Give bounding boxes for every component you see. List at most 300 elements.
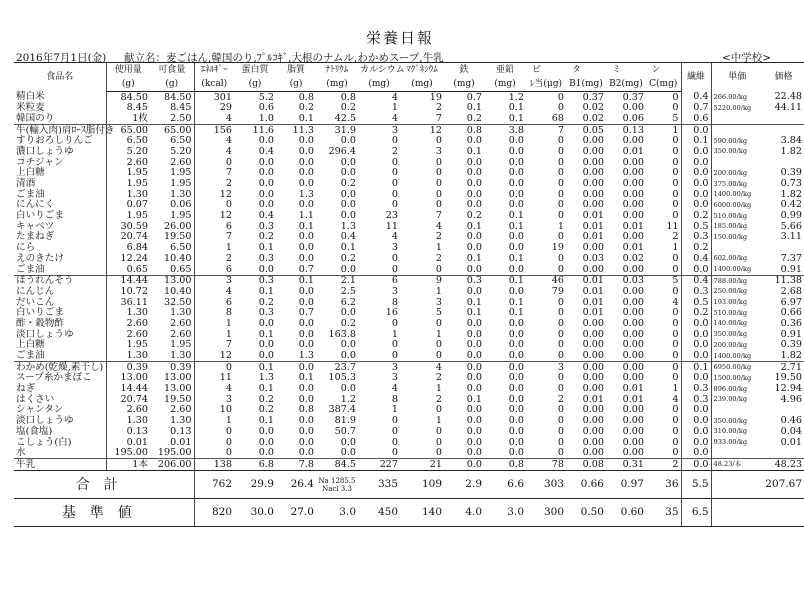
cell-vit-b1: 0.01	[582, 220, 604, 232]
cell-price: 0.66	[780, 307, 803, 319]
cell-sodium: 84.5	[316, 459, 358, 471]
cell-zinc: 0.0	[508, 145, 524, 157]
cell-vit-b2: 0.00	[622, 167, 644, 179]
cell-vit-b1: 0.00	[582, 178, 604, 190]
cell-energy: 0	[194, 200, 234, 211]
cell-fiber: 0.3	[681, 384, 711, 395]
cell-vit-a: 68	[551, 112, 564, 124]
cell-sodium: 42.5	[334, 112, 356, 124]
table-row	[14, 253, 804, 264]
cell-food-name: 上白糖	[16, 339, 45, 351]
standard-label: 基準値	[14, 499, 194, 527]
cell-vit-b2: 0.00	[622, 178, 644, 190]
col-price: 価格	[763, 63, 804, 92]
cell-use-qty: 1.30	[106, 416, 150, 427]
cell-price: 4.96	[780, 393, 803, 405]
cell-fiber: 0.0	[681, 146, 711, 157]
cell-vit-a: 0	[557, 404, 564, 416]
cell-iron: 0.0	[466, 350, 482, 362]
cell-price: 0.91	[780, 328, 803, 340]
cell-vit-b2: 0.00	[622, 317, 644, 329]
cell-unit-price: 350.00/kg	[711, 329, 763, 340]
cell-vit-b1: 0.01	[582, 285, 604, 297]
cell-fiber: 0.0	[681, 318, 711, 329]
cell-vit-a: 0	[557, 135, 564, 147]
cell-edible-qty: 2.60	[170, 328, 192, 340]
cell-energy: 4	[194, 384, 234, 395]
cell-use-qty: 195.00	[106, 448, 150, 459]
cell-sodium: 0.1	[340, 242, 356, 254]
cell-unit-price: 6950.00/kg	[711, 362, 763, 373]
cell-calcium: 0	[391, 350, 398, 362]
cell-vit-b2: 0.00	[622, 199, 644, 211]
cell-food-name: 白いりごま	[16, 307, 64, 319]
totals-row	[14, 471, 804, 499]
cell-fiber: 0.0	[681, 426, 711, 437]
cell-protein: 1.3	[258, 372, 274, 384]
cell-price	[763, 113, 804, 124]
cell-use-qty: 0.65	[106, 264, 150, 275]
cell-fat: 11.3	[276, 125, 316, 136]
cell-sodium: 0.2	[340, 252, 356, 264]
cell-unit-price	[711, 157, 763, 168]
cell-protein: 0.6	[258, 102, 274, 114]
cell-vit-b2: 0.00	[622, 415, 644, 427]
cell-energy: 4	[194, 113, 234, 124]
cell-fiber: 0.0	[681, 405, 711, 416]
cell-vit-c: 0	[672, 135, 679, 147]
cell-vit-a: 19	[551, 242, 564, 254]
cell-vit-b1: 0.00	[582, 339, 604, 351]
cell-protein: 0.0	[258, 263, 274, 275]
cell-fat: 0.0	[276, 362, 316, 373]
cell-iron: 0.1	[466, 393, 482, 405]
cell-sodium: 0.0	[340, 436, 356, 448]
cell-iron: 0.2	[466, 210, 482, 222]
cell-iron: 0.0	[444, 459, 484, 471]
cell-energy: 0	[194, 448, 234, 459]
unit-use-qty: (g)	[106, 77, 150, 92]
cell-use-qty: 20.74	[106, 232, 150, 243]
cell-magnesium: 0	[435, 425, 442, 437]
table-row	[14, 92, 804, 103]
cell-food-name: 韓国のり	[16, 112, 55, 124]
cell-edible-qty: 13.00	[164, 372, 192, 384]
cell-fat: 0.0	[298, 199, 314, 211]
cell-price: 5.66	[780, 220, 803, 232]
cell-magnesium: 0	[435, 436, 442, 448]
cell-fiber: 0.0	[681, 416, 711, 427]
cell-energy: 0	[194, 157, 234, 168]
cell-vit-a: 0	[557, 102, 564, 114]
cell-fat: 0.0	[298, 178, 314, 190]
cell-vit-a: 0	[557, 252, 564, 264]
cell-vit-c: 1	[672, 383, 679, 395]
total-vit-b2: 0.97	[606, 471, 646, 499]
std-zinc: 3.0	[484, 499, 526, 527]
cell-use-qty: 6.84	[106, 243, 150, 254]
cell-vit-b1: 0.01	[566, 275, 606, 286]
table-row	[14, 373, 804, 384]
cell-vit-a: 78	[526, 459, 566, 471]
cell-food-name: スープ糸かまぼこ	[16, 372, 92, 384]
cell-fiber: 0.1	[681, 136, 711, 147]
cell-use-qty: 65.00	[106, 125, 150, 136]
std-vit-a: 300	[526, 499, 566, 527]
cell-price	[763, 448, 804, 459]
cell-energy: 12	[194, 351, 234, 362]
cell-food-name: わかめ(乾燥,素干し)	[14, 362, 106, 373]
std-unit-price-blank	[711, 499, 763, 527]
table-row	[14, 459, 804, 471]
cell-vit-c: 0	[672, 199, 679, 211]
cell-unit-price: 375.00/kg	[711, 179, 763, 190]
cell-calcium: 4	[391, 91, 398, 103]
cell-food-name: シャンタン	[16, 404, 64, 416]
cell-vit-a: 2	[557, 393, 564, 405]
cell-zinc: 0.1	[484, 275, 526, 286]
total-fiber: 5.5	[681, 471, 711, 499]
cell-price: 12.94	[774, 383, 803, 395]
cell-fiber: 0.0	[681, 168, 711, 179]
cell-magnesium: 2	[435, 393, 442, 405]
cell-fat: 0.0	[298, 447, 314, 459]
cell-vit-b1: 0.03	[582, 252, 604, 264]
cell-iron: 0.0	[466, 135, 482, 147]
cell-unit-price: 239.00/kg	[711, 394, 763, 405]
cell-price: 2.71	[763, 362, 804, 373]
cell-edible-qty: 2.60	[170, 404, 192, 416]
cell-iron: 0.1	[466, 220, 482, 232]
cell-zinc: 0.1	[508, 220, 524, 232]
cell-vit-b2: 0.13	[606, 125, 646, 136]
std-price-blank	[763, 499, 804, 527]
cell-vit-c: 2	[646, 459, 681, 471]
cell-protein: 0.0	[258, 425, 274, 437]
cell-zinc: 0.0	[508, 339, 524, 351]
cell-vit-b1: 0.01	[582, 231, 604, 243]
cell-vit-b2: 0.00	[622, 436, 644, 448]
cell-fiber: 0.0	[681, 189, 711, 200]
cell-fiber: 0.1	[681, 362, 711, 373]
unit-edible-qty: (g)	[150, 77, 194, 92]
cell-vit-c: 0	[672, 328, 679, 340]
cell-vit-c: 0	[672, 178, 679, 190]
cell-sodium: 0.0	[340, 199, 356, 211]
cell-food-name: 牛(輸入肉)肩ﾛｰｽ脂付き	[16, 124, 115, 136]
cell-protein: 1.0	[258, 112, 274, 124]
cell-vit-b2: 0.01	[622, 383, 644, 395]
cell-fat: 0.0	[298, 231, 314, 243]
cell-vit-b2: 0.00	[622, 102, 644, 114]
table-row	[14, 405, 804, 416]
cell-magnesium: 0	[435, 339, 442, 351]
cell-edible-qty: 2.60	[170, 156, 192, 168]
cell-fat: 0.0	[298, 415, 314, 427]
cell-food-name: コチジャン	[16, 156, 64, 168]
cell-sodium: 0.2	[340, 102, 356, 114]
col-unit-price: 単価	[711, 63, 763, 92]
cell-magnesium: 0	[435, 317, 442, 329]
cell-vit-b1: 0.01	[582, 296, 604, 308]
cell-unit-price: 310.00/kg	[711, 426, 763, 437]
cell-fat: 0.0	[298, 285, 314, 297]
cell-sodium: 296.4	[328, 145, 356, 157]
cell-magnesium: 12	[400, 125, 444, 136]
totals-label: 合計	[14, 471, 194, 499]
cell-iron: 0.0	[466, 188, 482, 200]
cell-calcium: 0	[391, 263, 398, 275]
table-row	[14, 200, 804, 211]
cell-food-name: こしょう(白)	[16, 436, 72, 448]
cell-food-name: にら	[16, 242, 36, 254]
cell-sodium: 387.4	[328, 404, 356, 416]
menu-names: 献立名：麦ごはん,韓国のり,ﾌﾟﾙｺｷﾞ,大根のナムル,わかめスープ,牛乳	[124, 52, 444, 64]
cell-protein: 0.1	[258, 328, 274, 340]
cell-vit-b1: 0.01	[582, 393, 604, 405]
cell-vit-a: 0	[557, 372, 564, 384]
cell-vit-c: 0	[672, 447, 679, 459]
cell-iron: 0.0	[466, 339, 482, 351]
cell-zinc: 0.0	[508, 372, 524, 384]
col-calcium: カルシウム	[358, 63, 400, 78]
cell-magnesium: 0	[435, 135, 442, 147]
cell-use-qty: 10.72	[106, 286, 150, 297]
cell-vit-a: 0	[557, 447, 564, 459]
cell-edible-qty: 10.40	[164, 285, 192, 297]
cell-fiber: 0.3	[681, 394, 711, 405]
cell-price: 3.84	[780, 135, 803, 147]
cell-price: 44.11	[774, 102, 803, 114]
cell-magnesium: 0	[435, 404, 442, 416]
cell-zinc: 0.0	[508, 328, 524, 340]
cell-vit-c: 0	[672, 372, 679, 384]
cell-protein: 0.0	[258, 447, 274, 459]
cell-iron: 0.0	[466, 263, 482, 275]
cell-zinc: 0.0	[508, 188, 524, 200]
cell-use-qty: 14.44	[106, 275, 150, 286]
total-sodium-na: Na 1285.5	[318, 476, 356, 485]
cell-vit-b2: 0.00	[622, 210, 644, 222]
cell-vit-b1: 0.01	[582, 307, 604, 319]
cell-fiber: 0.0	[681, 157, 711, 168]
cell-edible-qty: 195.00	[157, 447, 192, 459]
cell-use-qty: 0.39	[106, 362, 150, 373]
cell-calcium: 0	[391, 447, 398, 459]
cell-sodium: 1.2	[340, 393, 356, 405]
cell-vit-c: 11	[666, 220, 679, 232]
cell-vit-a: 0	[557, 328, 564, 340]
cell-iron: 0.0	[466, 415, 482, 427]
cell-use-qty: 2.60	[106, 405, 150, 416]
col-fat: 脂質	[276, 63, 316, 78]
cell-vit-b1: 0.08	[566, 459, 606, 471]
cell-vit-a: 7	[526, 125, 566, 136]
table-row	[14, 426, 804, 437]
cell-fiber: 0.2	[681, 211, 711, 222]
cell-calcium: 0	[391, 135, 398, 147]
cell-sodium: 0.0	[340, 156, 356, 168]
cell-iron: 0.2	[466, 112, 482, 124]
cell-iron: 0.0	[466, 425, 482, 437]
cell-use-qty: 30.59	[106, 221, 150, 232]
cell-vit-b2: 0.00	[622, 328, 644, 340]
cell-fiber: 0.0	[681, 340, 711, 351]
cell-price: 0.73	[780, 178, 803, 190]
cell-vit-c: 1	[672, 242, 679, 254]
cell-price	[763, 243, 804, 254]
cell-vit-b2: 0.01	[622, 145, 644, 157]
cell-fat: 0.0	[298, 145, 314, 157]
cell-fiber: 0.0	[681, 437, 711, 448]
cell-zinc: 0.0	[508, 178, 524, 190]
cell-vit-b2: 0.00	[622, 188, 644, 200]
cell-vit-b1: 0.05	[566, 125, 606, 136]
cell-magnesium: 0	[435, 447, 442, 459]
cell-vit-a: 0	[557, 188, 564, 200]
cell-sodium: 50.7	[334, 425, 356, 437]
cell-iron: 0.0	[466, 199, 482, 211]
cell-protein: 0.3	[234, 275, 276, 286]
cell-price	[763, 125, 804, 136]
cell-energy: 4	[194, 146, 234, 157]
cell-food-name: 米粒麦	[16, 102, 45, 114]
cell-edible-qty: 0.39	[150, 362, 194, 373]
cell-fiber: 0.3	[681, 286, 711, 297]
std-magnesium: 140	[400, 499, 444, 527]
cell-sodium: 163.8	[328, 328, 356, 340]
cell-food-name: 水	[16, 447, 26, 459]
cell-price: 1.82	[780, 188, 803, 200]
cell-fiber: 0.4	[681, 253, 711, 264]
cell-fat: 0.1	[298, 220, 314, 232]
cell-price: 19.50	[774, 372, 803, 384]
cell-zinc: 0.1	[508, 112, 524, 124]
cell-unit-price: 193.00/kg	[711, 297, 763, 308]
cell-protein: 0.0	[258, 350, 274, 362]
cell-vit-a: 0	[557, 425, 564, 437]
unit-zinc: (mg)	[484, 77, 526, 92]
cell-sodium: 31.9	[316, 125, 358, 136]
total-vit-b1: 0.66	[566, 471, 606, 499]
cell-sodium: 81.9	[334, 415, 356, 427]
table-row	[14, 286, 804, 297]
cell-food-name: 淡口しょうゆ	[16, 415, 74, 427]
table-row	[14, 232, 804, 243]
cell-edible-qty: 6.50	[170, 135, 192, 147]
cell-iron: 0.0	[466, 436, 482, 448]
cell-zinc: 0.0	[508, 135, 524, 147]
cell-protein: 0.0	[258, 188, 274, 200]
cell-edible-qty: 0.01	[170, 436, 192, 448]
table-row	[14, 264, 804, 275]
cell-sodium: 6.2	[340, 296, 356, 308]
cell-unit-price: 1400.00/kg	[711, 264, 763, 275]
cell-zinc: 0.0	[508, 447, 524, 459]
cell-use-qty: 14.44	[106, 384, 150, 395]
cell-vit-b2: 0.03	[606, 275, 646, 286]
cell-zinc: 0.1	[508, 296, 524, 308]
cell-fat: 0.0	[298, 393, 314, 405]
unit-protein: (g)	[234, 77, 276, 92]
cell-unit-price: 185.00/kg	[711, 221, 763, 232]
cell-unit-price: 1400.00/kg	[711, 189, 763, 200]
std-vit-b1: 0.50	[566, 499, 606, 527]
table-row	[14, 275, 804, 286]
cell-fiber: 0.7	[681, 103, 711, 114]
cell-iron: 0.1	[466, 307, 482, 319]
cell-fiber: 0.0	[681, 125, 711, 136]
table-row	[14, 362, 804, 373]
cell-use-qty: 13.00	[106, 373, 150, 384]
cell-use-qty: 1.95	[106, 340, 150, 351]
total-zinc: 6.6	[484, 471, 526, 499]
cell-price: 7.37	[780, 252, 803, 264]
cell-fat: 1.3	[298, 188, 314, 200]
cell-energy: 0	[194, 426, 234, 437]
cell-edible-qty: 1.95	[170, 210, 192, 222]
cell-calcium: 1	[391, 328, 398, 340]
unit-fat: (g)	[276, 77, 316, 92]
col-vitamin-group: ビ タ ミ ン	[526, 63, 681, 78]
cell-iron: 0.1	[466, 102, 482, 114]
cell-vit-a: 0	[557, 156, 564, 168]
cell-magnesium: 1	[435, 328, 442, 340]
cell-vit-c: 2	[672, 231, 679, 243]
cell-vit-b1: 0.00	[582, 317, 604, 329]
total-price: 207.67	[763, 471, 804, 499]
cell-energy: 2	[194, 253, 234, 264]
table-row	[14, 340, 804, 351]
cell-iron: 0.0	[466, 178, 482, 190]
cell-unit-price: 6000.00/kg	[711, 200, 763, 211]
cell-fat: 1.1	[298, 210, 314, 222]
cell-fat: 0.0	[298, 167, 314, 179]
cell-energy: 1	[194, 318, 234, 329]
cell-edible-qty: 0.13	[170, 425, 192, 437]
cell-edible-qty: 10.40	[164, 252, 192, 264]
col-energy: ｴﾈﾙｷﾞｰ	[194, 63, 234, 78]
cell-energy: 7	[194, 340, 234, 351]
cell-use-qty: 8.45	[106, 103, 150, 114]
col-food-name: 食品名	[14, 63, 106, 92]
cell-edible-qty: 1.30	[170, 350, 192, 362]
cell-vit-c: 0	[646, 362, 681, 373]
cell-price: 0.39	[780, 167, 803, 179]
cell-vit-a: 0	[557, 307, 564, 319]
cell-vit-c: 0	[672, 404, 679, 416]
cell-zinc: 0.0	[508, 242, 524, 254]
cell-magnesium: 0	[435, 167, 442, 179]
cell-sodium: 23.7	[316, 362, 358, 373]
cell-edible-qty: 8.45	[170, 102, 192, 114]
cell-zinc: 0.0	[508, 263, 524, 275]
cell-magnesium: 4	[400, 362, 444, 373]
cell-protein: 0.1	[258, 415, 274, 427]
cell-unit-price: 896.00/kg	[711, 384, 763, 395]
total-sodium-nacl: Nacl 3.3	[322, 484, 352, 493]
cell-magnesium: 2	[435, 102, 442, 114]
cell-price: 11.38	[763, 275, 804, 286]
cell-energy: 29	[194, 103, 234, 114]
cell-fiber: 0.0	[681, 351, 711, 362]
cell-calcium: 0	[391, 436, 398, 448]
cell-sodium: 0.0	[340, 307, 356, 319]
cell-calcium: 1	[391, 102, 398, 114]
cell-protein: 0.0	[258, 156, 274, 168]
cell-vit-a: 3	[526, 362, 566, 373]
cell-vit-a: 0	[557, 350, 564, 362]
